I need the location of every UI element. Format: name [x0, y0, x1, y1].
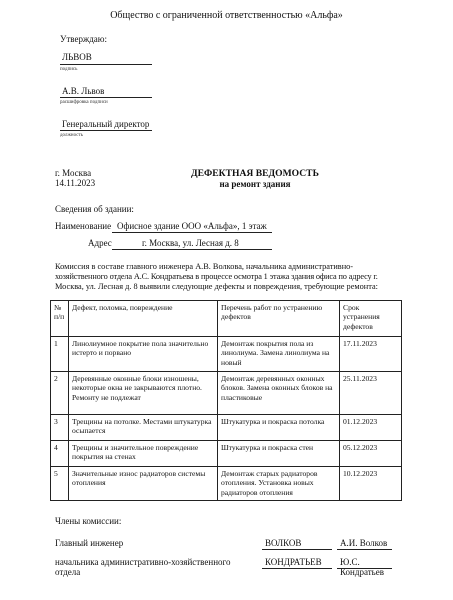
table-header-row	[51, 301, 402, 337]
row-defect: Деревянные оконные блоки изношены, некоторые окна не закрываются плотно. Ремонту не подлежат	[69, 372, 218, 415]
row-num: 2	[51, 372, 69, 415]
position-line	[60, 130, 152, 131]
building-name-line	[112, 232, 272, 233]
member-name: Ю.С.	[340, 557, 360, 567]
member-signature-line	[262, 549, 332, 550]
member-name-cont: Кондратьев	[340, 567, 384, 577]
row-defect: Трещины на потолке. Местами штукатурка осыпается	[69, 415, 218, 441]
document-subtitle: на ремонт здания	[219, 179, 291, 189]
members-label: Члены комиссии:	[55, 516, 122, 526]
row-works: Демонтаж деревянных оконных блоков. Замена оконных блоков на пластиковые	[218, 372, 340, 415]
member-position: начальника административно-хозяйственного	[55, 557, 231, 567]
header-num: № п/п	[51, 301, 69, 337]
defects-table	[50, 300, 402, 501]
member-signature: ВОЛКОВ	[265, 538, 302, 548]
building-name-value: Офисное здание ООО «Альфа», 1 этаж	[117, 221, 267, 231]
row-term: 10.12.2023	[340, 467, 402, 501]
header-defect: Дефект, поломка, повреждение	[69, 301, 218, 337]
row-term: 25.11.2023	[340, 372, 402, 415]
row-defect: Значительные износ радиаторов системы отопления	[69, 467, 218, 501]
building-address-label: Адрес	[88, 238, 112, 248]
table-row	[51, 415, 402, 441]
row-works: Штукатурка и покраска стен	[218, 441, 340, 467]
member-position: Главный инженер	[55, 538, 124, 548]
commission-text-line3: Москва, ул. Лесная д. 8 выявили следующие дефекты и повреждения, требующие ремонта:	[55, 282, 378, 291]
approval-name: А.В. Львов	[62, 86, 105, 96]
approval-label: Утверждаю:	[60, 34, 108, 44]
document-title: ДЕФЕКТНАЯ ВЕДОМОСТЬ	[191, 168, 319, 179]
document-date: 14.11.2023	[55, 178, 96, 188]
member-name-line	[337, 549, 392, 550]
signature-line	[60, 64, 152, 65]
signature-caption: подпись	[60, 67, 78, 72]
building-name-label: Наименование	[55, 221, 112, 231]
row-term: 17.11.2023	[340, 337, 402, 372]
building-address-line	[112, 249, 272, 250]
member-position-cont: отдела	[55, 567, 81, 577]
table-row	[51, 372, 402, 415]
member-name-line	[337, 568, 392, 569]
building-address-value: г. Москва, ул. Лесная д. 8	[142, 238, 239, 248]
row-works: Демонтаж покрытия пола из линолиума. Замена линолиума на новый	[218, 337, 340, 372]
position-caption: должность	[60, 133, 83, 138]
row-num: 3	[51, 415, 69, 441]
row-num: 1	[51, 337, 69, 372]
commission-text-line2: хозяйственного отдела А.С. Кондратьева в процессе осмотра 1 этажа здания офиса по адресу г.	[55, 272, 378, 281]
member-signature-line	[262, 568, 332, 569]
table-row	[51, 467, 402, 501]
table-row	[51, 441, 402, 467]
member-name: А.И. Волков	[340, 538, 388, 548]
organization-name: Общество с ограниченной ответственностью «Альфа»	[110, 10, 343, 21]
header-term: Срок устранения дефектов	[340, 301, 402, 337]
approval-signature: ЛЬВОВ	[62, 52, 92, 62]
city: г. Москва	[55, 168, 92, 178]
member-signature: КОНДРАТЬЕВ	[265, 557, 322, 567]
row-num: 5	[51, 467, 69, 501]
header-works: Перечень работ по устранению дефектов	[218, 301, 340, 337]
name-line	[60, 97, 152, 98]
row-num: 4	[51, 441, 69, 467]
name-caption: расшифровка подписи	[60, 100, 108, 105]
approval-position: Генеральный директор	[62, 119, 150, 129]
table-row	[51, 337, 402, 372]
row-term: 01.12.2023	[340, 415, 402, 441]
row-works: Демонтаж старых радиаторов отопления. Установка новых радиаторов отопления	[218, 467, 340, 501]
building-section-label: Сведения об здании:	[55, 204, 134, 214]
row-defect: Линолиумное покрытие пола значительно истерто и порвано	[69, 337, 218, 372]
row-works: Штукатурка и покраска потолка	[218, 415, 340, 441]
row-defect: Трещины и значительное повреждение покрытия на стенах	[69, 441, 218, 467]
commission-text-line1: Комиссия в составе главного инженера А.В. Волкова, начальника административно-	[55, 262, 354, 271]
row-term: 05.12.2023	[340, 441, 402, 467]
